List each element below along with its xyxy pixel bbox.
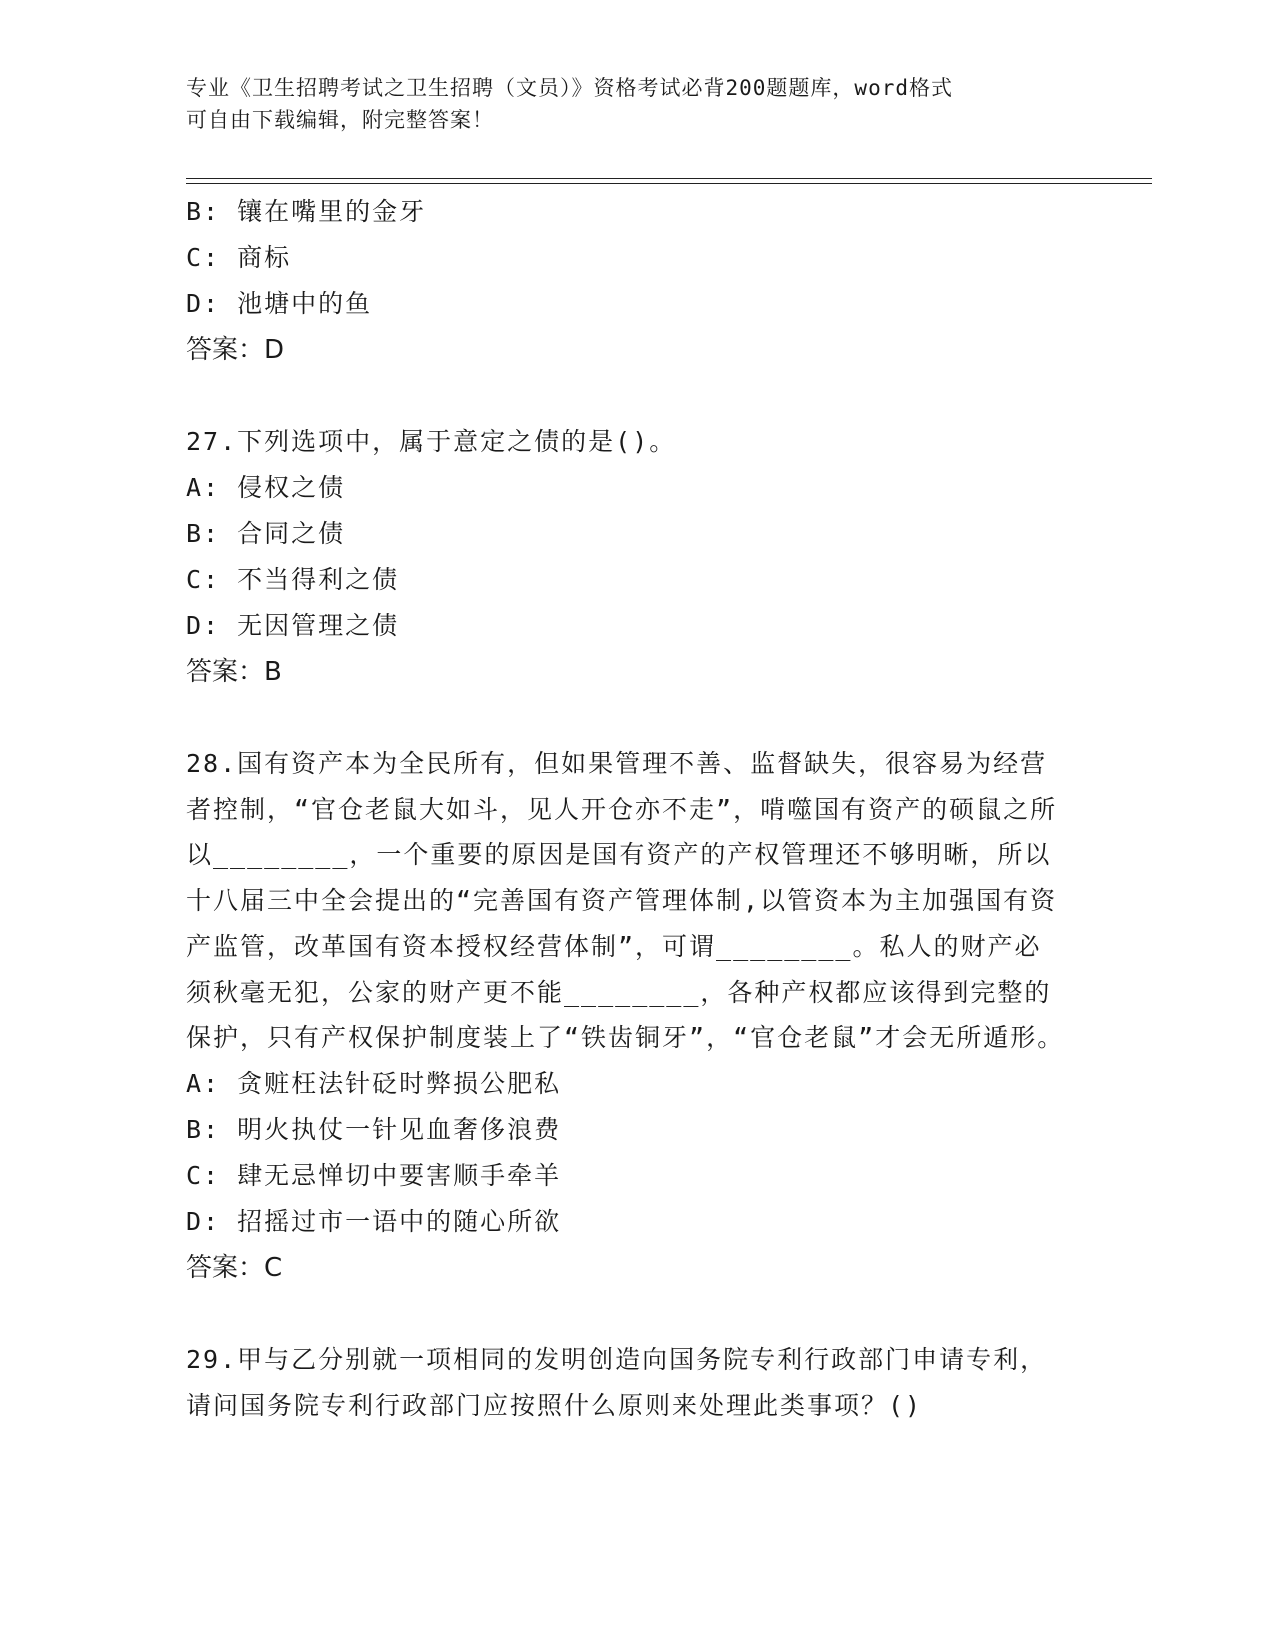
q27-question: 27.下列选项中，属于意定之债的是()。: [186, 427, 677, 456]
q26-answer: 答案：D: [186, 335, 285, 365]
q28-option-b: B: 明火执仗一针见血奢侈浪费: [186, 1114, 562, 1144]
spacer: [186, 1291, 1066, 1337]
question-29-block: [186, 1337, 1066, 1428]
question-28-block: [186, 741, 1066, 1291]
spacer: [186, 373, 1066, 419]
header-line-2: 可自由下载编辑，附完整答案！: [186, 108, 494, 132]
question-content: [186, 189, 1066, 1428]
header-divider-top: [186, 178, 1152, 179]
q26-option-b: B: 镶在嘴里的金牙: [186, 197, 427, 226]
q28-option-a: A: 贪赃枉法针砭时弊损公肥私: [186, 1068, 562, 1098]
header-line-1: 专业《卫生招聘考试之卫生招聘（文员）》资格考试必背200题题库，word格式: [186, 76, 953, 100]
q28-question: 28.国有资产本为全民所有，但如果管理不善、监督缺失，很容易为经营者控制，“官仓老鼠大如斗，见人开仓亦不走”，啃噬国有资产的硕鼠之所以________，一个重要的原因是国有资产的产权管理还不够明晰，所以十八届三中全会提出的“完善国有资产管理体制,以管资本为主加强国有资产监管，改革国有资本授权经营体制”，可谓________。私人的财产必须秋毫无犯，公家的财产更不能________，各种产权都应该得到完整的保护，只有产权保护制度装上了“铁齿铜牙”，“官仓老鼠”才会无所遁形。: [186, 749, 1065, 1053]
q28-answer: 答案：C: [186, 1252, 283, 1283]
header-divider-bottom: [186, 183, 1152, 184]
question-26-block: [186, 189, 1066, 373]
q27-option-b: B: 合同之债: [186, 519, 346, 548]
question-27-block: [186, 419, 1066, 695]
q27-option-a: A: 侵权之债: [186, 473, 346, 502]
q27-answer: 答案：B: [186, 657, 282, 687]
q27-option-d: D: 无因管理之债: [186, 611, 400, 640]
q28-option-d: D: 招摇过市一语中的随心所欲: [186, 1206, 562, 1236]
q28-option-c: C: 肆无忌惮切中要害顺手牵羊: [186, 1160, 562, 1190]
q29-question: 29.甲与乙分别就一项相同的发明创造向国务院专利行政部门申请专利，请问国务院专利行政部门应按照什么原则来处理此类事项？(): [186, 1344, 1048, 1420]
document-header: [186, 72, 1086, 136]
q26-option-c: C: 商标: [186, 243, 292, 272]
q27-option-c: C: 不当得利之债: [186, 565, 400, 594]
spacer: [186, 695, 1066, 741]
q26-option-d: D: 池塘中的鱼: [186, 289, 373, 318]
